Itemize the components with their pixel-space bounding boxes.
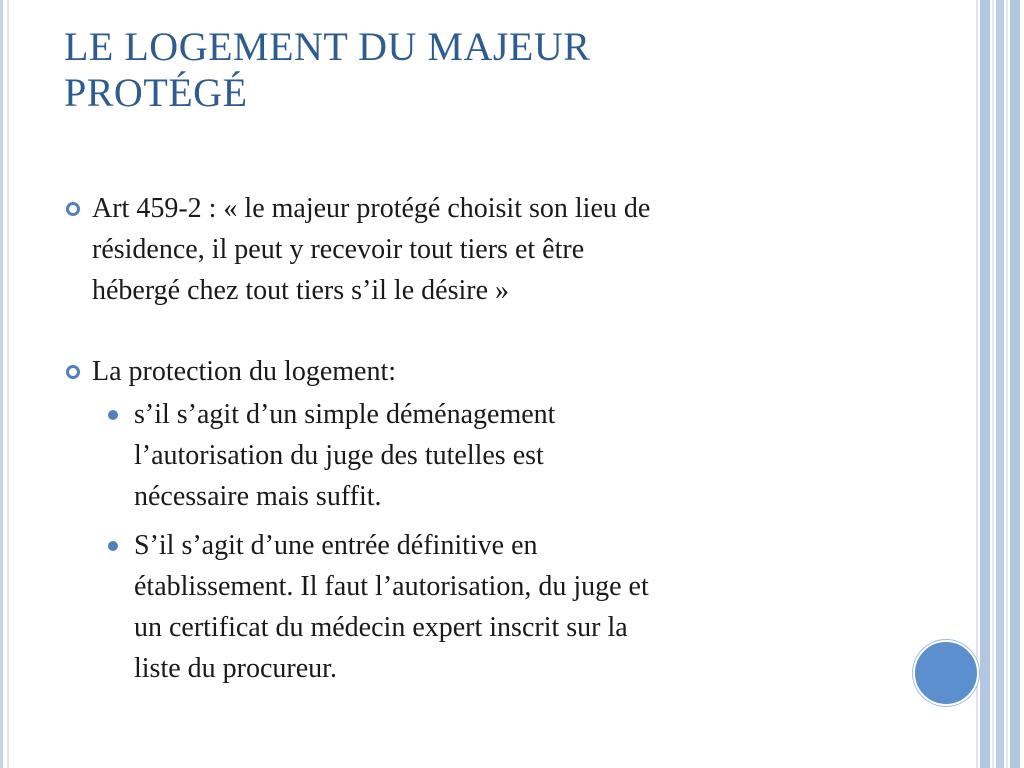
sub-bullet-text-line: liste du procureur. xyxy=(134,653,337,684)
title-line-1: LE LOGEMENT DU MAJEUR xyxy=(64,24,591,69)
slide-content xyxy=(66,188,896,697)
slide-title xyxy=(64,24,924,116)
title-line-2: PROTÉGÉ xyxy=(64,70,248,115)
right-stripe-2 xyxy=(980,0,990,768)
bullet-text-line: La protection du logement: xyxy=(92,356,397,387)
sub-bullet-text-line: nécessaire mais suffit. xyxy=(134,481,382,512)
right-stripe-3 xyxy=(992,0,994,768)
sub-bullet-text-line: établissement. Il faut l’autorisation, du juge et xyxy=(134,571,649,602)
bullet-text-line: résidence, il peut y recevoir tout tiers et être xyxy=(92,234,585,265)
right-stripe-5 xyxy=(1006,0,1008,768)
left-border-line xyxy=(0,0,3,768)
bullet-text-line: Art 459-2 : « le majeur protégé choisit son lieu de xyxy=(92,193,651,224)
right-stripe-1 xyxy=(976,0,978,768)
ring-bullet-icon xyxy=(66,202,80,216)
sub-bullet-text-line: l’autorisation du juge des tutelles est xyxy=(134,440,544,471)
sub-bullet-etablissement xyxy=(66,525,896,689)
sub-bullet-text-line: s’il s’agit d’un simple déménagement xyxy=(134,399,556,430)
right-stripe-4 xyxy=(996,0,1004,768)
sub-bullet-demenagement xyxy=(66,394,896,517)
dot-bullet-icon xyxy=(108,541,118,551)
ring-bullet-icon xyxy=(66,365,80,379)
sub-bullet-list xyxy=(66,394,896,689)
sub-bullet-text-line: S’il s’agit d’une entrée définitive en xyxy=(134,530,538,561)
bullet-text-line: hébergé chez tout tiers s’il le désire » xyxy=(92,275,509,306)
dot-bullet-icon xyxy=(108,410,118,420)
left-border-line-inner xyxy=(7,0,9,768)
bullet-protection xyxy=(66,351,896,392)
bullet-article xyxy=(66,188,896,311)
right-stripe-6 xyxy=(1010,0,1020,768)
decorative-circle xyxy=(913,640,979,706)
sub-bullet-text-line: un certificat du médecin expert inscrit sur la xyxy=(134,612,628,643)
